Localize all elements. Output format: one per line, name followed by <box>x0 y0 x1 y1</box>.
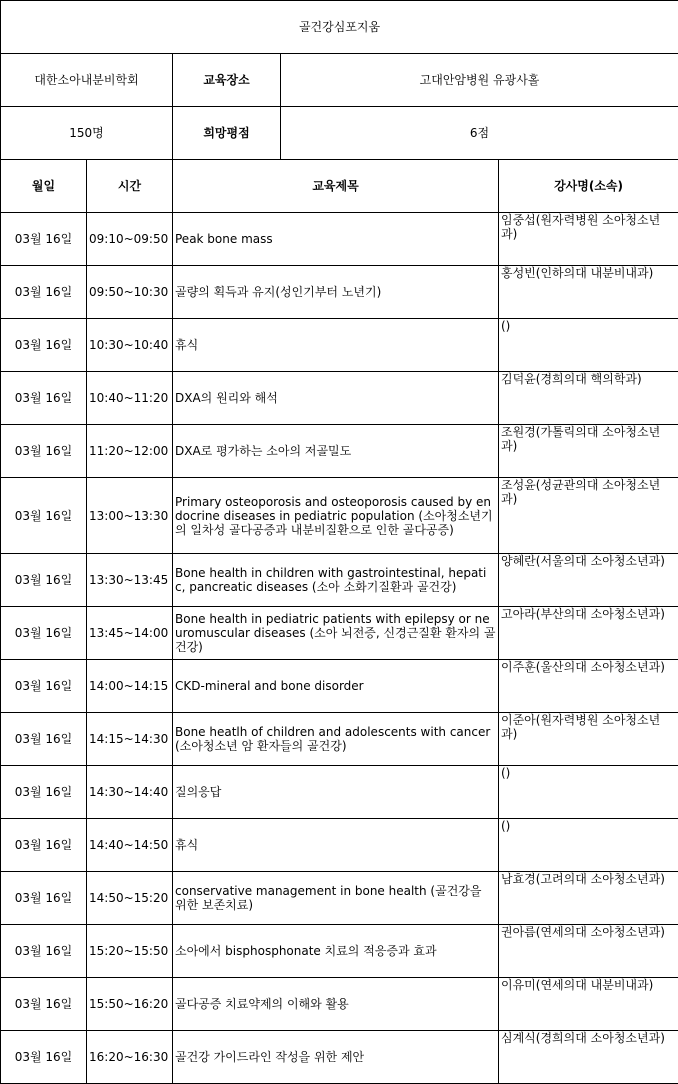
row-topic: Bone health in pediatric patients with epilepsy or neuromuscular diseases (소아 뇌전증, 신경근질환 환자의 골 건강) <box>173 607 499 660</box>
row-time: 09:50~10:30 <box>87 266 173 319</box>
table-row <box>1 607 678 660</box>
table-row <box>1 266 678 319</box>
header-speaker: 강사명(소속) <box>499 160 678 213</box>
row-time: 13:00~13:30 <box>87 478 173 554</box>
row-speaker: 심계식(경희의대 소아청소년과) <box>499 1031 678 1084</box>
row-topic: DXA의 원리와 해석 <box>173 372 499 425</box>
row-speaker: 고아라(부산의대 소아청소년과) <box>499 607 678 660</box>
header-row <box>1 160 678 213</box>
header-date: 월일 <box>1 160 87 213</box>
header-topic: 교육제목 <box>173 160 499 213</box>
row-time: 14:50~15:20 <box>87 872 173 925</box>
table-row <box>1 766 678 819</box>
row-speaker: 김덕윤(경희의대 핵의학과) <box>499 372 678 425</box>
row-time: 13:30~13:45 <box>87 554 173 607</box>
score: 6점 <box>281 107 678 160</box>
info-row-1 <box>1 54 678 107</box>
row-time: 14:30~14:40 <box>87 766 173 819</box>
row-topic: conservative management in bone health (골건강을 위한 보존치료) <box>173 872 499 925</box>
row-date: 03월 16일 <box>1 213 87 266</box>
row-topic: Bone health in children with gastrointestinal, hepatic, pancreatic diseases (소아 소화기질환과 골건강) <box>173 554 499 607</box>
row-time: 14:40~14:50 <box>87 819 173 872</box>
row-time: 13:45~14:00 <box>87 607 173 660</box>
row-date: 03월 16일 <box>1 266 87 319</box>
row-speaker: 조원경(가톨릭의대 소아청소년과) <box>499 425 678 478</box>
row-date: 03월 16일 <box>1 660 87 713</box>
table-row <box>1 872 678 925</box>
header-time: 시간 <box>87 160 173 213</box>
row-time: 10:40~11:20 <box>87 372 173 425</box>
row-date: 03월 16일 <box>1 425 87 478</box>
row-speaker: 조성윤(성균관의대 소아청소년과) <box>499 478 678 554</box>
venue: 고대안암병원 유광사홀 <box>281 54 678 107</box>
row-time: 16:20~16:30 <box>87 1031 173 1084</box>
table-row <box>1 819 678 872</box>
row-speaker: 이준아(원자력병원 소아청소년과) <box>499 713 678 766</box>
table-row <box>1 925 678 978</box>
row-speaker: 이주훈(울산의대 소아청소년과) <box>499 660 678 713</box>
score-label: 희망평점 <box>173 107 281 160</box>
row-date: 03월 16일 <box>1 554 87 607</box>
row-date: 03월 16일 <box>1 319 87 372</box>
row-topic: 질의응답 <box>173 766 499 819</box>
row-date: 03월 16일 <box>1 978 87 1031</box>
row-topic: 휴식 <box>173 319 499 372</box>
row-speaker: 남효경(고려의대 소아청소년과) <box>499 872 678 925</box>
row-time: 14:00~14:15 <box>87 660 173 713</box>
row-speaker: 권아름(연세의대 소아청소년과) <box>499 925 678 978</box>
row-topic: CKD-mineral and bone disorder <box>173 660 499 713</box>
table-row <box>1 713 678 766</box>
row-speaker: () <box>499 766 678 819</box>
table-row <box>1 213 678 266</box>
row-time: 15:20~15:50 <box>87 925 173 978</box>
table-row <box>1 425 678 478</box>
row-date: 03월 16일 <box>1 925 87 978</box>
row-topic: Bone heatlh of children and adolescents with cancer (소아청소년 암 환자들의 골건강) <box>173 713 499 766</box>
table-row <box>1 478 678 554</box>
row-speaker: () <box>499 819 678 872</box>
row-date: 03월 16일 <box>1 372 87 425</box>
row-time: 14:15~14:30 <box>87 713 173 766</box>
row-topic: DXA로 평가하는 소아의 저골밀도 <box>173 425 499 478</box>
row-date: 03월 16일 <box>1 872 87 925</box>
row-date: 03월 16일 <box>1 1031 87 1084</box>
row-speaker: 임중섭(원자력병원 소아청소년과) <box>499 213 678 266</box>
organizer: 대한소아내분비학회 <box>1 54 173 107</box>
table-row <box>1 319 678 372</box>
row-topic: 소아에서 bisphosphonate 치료의 적응증과 효과 <box>173 925 499 978</box>
table-row <box>1 978 678 1031</box>
row-time: 15:50~16:20 <box>87 978 173 1031</box>
row-speaker: 이유미(연세의대 내분비내과) <box>499 978 678 1031</box>
row-date: 03월 16일 <box>1 713 87 766</box>
table-row <box>1 1031 678 1084</box>
table-row <box>1 372 678 425</box>
row-speaker: 양혜란(서울의대 소아청소년과) <box>499 554 678 607</box>
venue-label: 교육장소 <box>173 54 281 107</box>
row-speaker: 홍성빈(인하의대 내분비내과) <box>499 266 678 319</box>
table-row <box>1 554 678 607</box>
row-speaker: () <box>499 319 678 372</box>
row-topic: 골건강 가이드라인 작성을 위한 제안 <box>173 1031 499 1084</box>
page-title: 골건강심포지움 <box>1 1 678 54</box>
row-date: 03월 16일 <box>1 607 87 660</box>
row-time: 09:10~09:50 <box>87 213 173 266</box>
row-time: 10:30~10:40 <box>87 319 173 372</box>
capacity: 150명 <box>1 107 173 160</box>
info-row-2 <box>1 107 678 160</box>
row-date: 03월 16일 <box>1 819 87 872</box>
table-row <box>1 660 678 713</box>
title-row <box>1 1 678 54</box>
row-date: 03월 16일 <box>1 478 87 554</box>
row-topic: 골량의 획득과 유지(성인기부터 노년기) <box>173 266 499 319</box>
row-topic: Primary osteoporosis and osteoporosis caused by endocrine diseases in pediatric population (소아청소년기의 일차성 골다공증과 내분비질환으로 인한 골다공증) <box>173 478 499 554</box>
row-date: 03월 16일 <box>1 766 87 819</box>
row-topic: 휴식 <box>173 819 499 872</box>
row-time: 11:20~12:00 <box>87 425 173 478</box>
row-topic: Peak bone mass <box>173 213 499 266</box>
row-topic: 골다공증 치료약제의 이해와 활용 <box>173 978 499 1031</box>
